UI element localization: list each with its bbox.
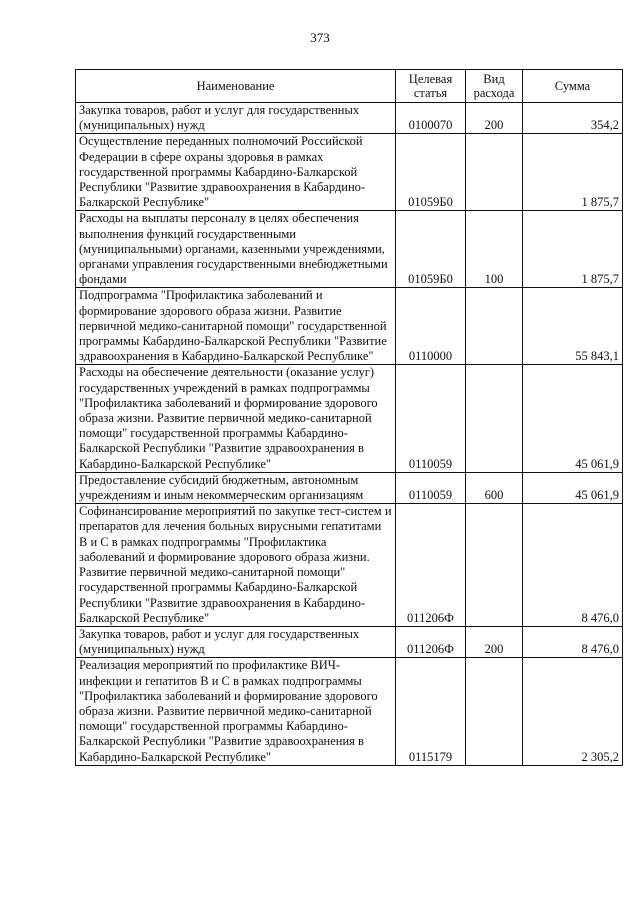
row-sum: 2 305,2	[523, 658, 623, 765]
row-name: Расходы на выплаты персоналу в целях обеспечения выполнения функций государственными (муниципальными) органами, казенными учреждениями, органами управления государственными внебюджетными фондами	[76, 211, 396, 288]
row-expense-type: 600	[466, 472, 523, 503]
row-code: 01059Б0	[396, 211, 466, 288]
row-sum: 1 875,7	[523, 211, 623, 288]
row-name: Софинансирование мероприятий по закупке тест-систем и препаратов для лечения больных вирусными гепатитами B и C в рамках подпрограммы "Профилактика заболеваний и формирование здорового образа жизни. Развитие первичной медико-санитарной помощи" государственной программы Кабардино-Балкарской Республики "Развитие здравоохранения в Кабардино-Балкарской Республике"	[76, 504, 396, 627]
row-sum: 55 843,1	[523, 288, 623, 365]
row-name: Расходы на обеспечение деятельности (оказание услуг) государственных учреждений в рамках подпрограммы "Профилактика заболеваний и формирование здорового образа жизни. Развитие первичной медико-санитарной помощи" государственной программы Кабардино-Балкарской Республики "Развитие здравоохранения в Кабардино-Балкарской Республике"	[76, 365, 396, 472]
table-header-row	[76, 70, 623, 103]
row-expense-type: 100	[466, 211, 523, 288]
table-row	[76, 365, 623, 472]
page-number: 373	[310, 30, 330, 45]
row-sum: 354,2	[523, 103, 623, 134]
row-code: 011206Ф	[396, 626, 466, 657]
row-expense-type	[466, 365, 523, 472]
row-sum: 45 061,9	[523, 365, 623, 472]
row-name: Закупка товаров, работ и услуг для государственных (муниципальных) нужд	[76, 103, 396, 134]
row-code: 011206Ф	[396, 504, 466, 627]
column-header-code: Целевая статья	[396, 70, 466, 103]
row-expense-type: 200	[466, 626, 523, 657]
row-name: Предоставление субсидий бюджетным, автономным учреждениям и иным некоммерческим организациям	[76, 472, 396, 503]
row-expense-type	[466, 288, 523, 365]
row-code: 0110059	[396, 472, 466, 503]
row-name: Осуществление переданных полномочий Российской Федерации в сфере охраны здоровья в рамках государственной программы Кабардино-Балкарской Республики "Развитие здравоохранения в Кабардино-Балкарской Республике"	[76, 134, 396, 211]
row-expense-type: 200	[466, 103, 523, 134]
row-code: 0100070	[396, 103, 466, 134]
table-row	[76, 103, 623, 134]
row-code: 0110000	[396, 288, 466, 365]
column-header-name: Наименование	[76, 70, 396, 103]
row-name: Реализация мероприятий по профилактике ВИЧ-инфекции и гепатитов B и C в рамках подпрограммы "Профилактика заболеваний и формирование здорового образа жизни. Развитие первичной медико-санитарной помощи" государственной программы Кабардино-Балкарской Республики "Развитие здравоохранения в Кабардино-Балкарской Республике"	[76, 658, 396, 765]
row-sum: 1 875,7	[523, 134, 623, 211]
row-code: 0115179	[396, 658, 466, 765]
table-row	[76, 211, 623, 288]
table-row	[76, 134, 623, 211]
row-sum: 8 476,0	[523, 504, 623, 627]
table-row	[76, 472, 623, 503]
row-expense-type	[466, 658, 523, 765]
row-name: Подпрограмма "Профилактика заболеваний и формирование здорового образа жизни. Развитие первичной медико-санитарной помощи" государственной программы Кабардино-Балкарской Республики "Развитие здравоохранения в Кабардино-Балкарской Республике"	[76, 288, 396, 365]
table-row	[76, 504, 623, 627]
row-name: Закупка товаров, работ и услуг для государственных (муниципальных) нужд	[76, 626, 396, 657]
column-header-sum: Сумма	[523, 70, 623, 103]
row-sum: 8 476,0	[523, 626, 623, 657]
table-row	[76, 658, 623, 765]
row-expense-type	[466, 504, 523, 627]
row-code: 01059Б0	[396, 134, 466, 211]
column-header-expense-type: Вид расхода	[466, 70, 523, 103]
budget-table	[75, 69, 623, 766]
row-expense-type	[466, 134, 523, 211]
row-code: 0110059	[396, 365, 466, 472]
table-row	[76, 288, 623, 365]
table-row	[76, 626, 623, 657]
row-sum: 45 061,9	[523, 472, 623, 503]
